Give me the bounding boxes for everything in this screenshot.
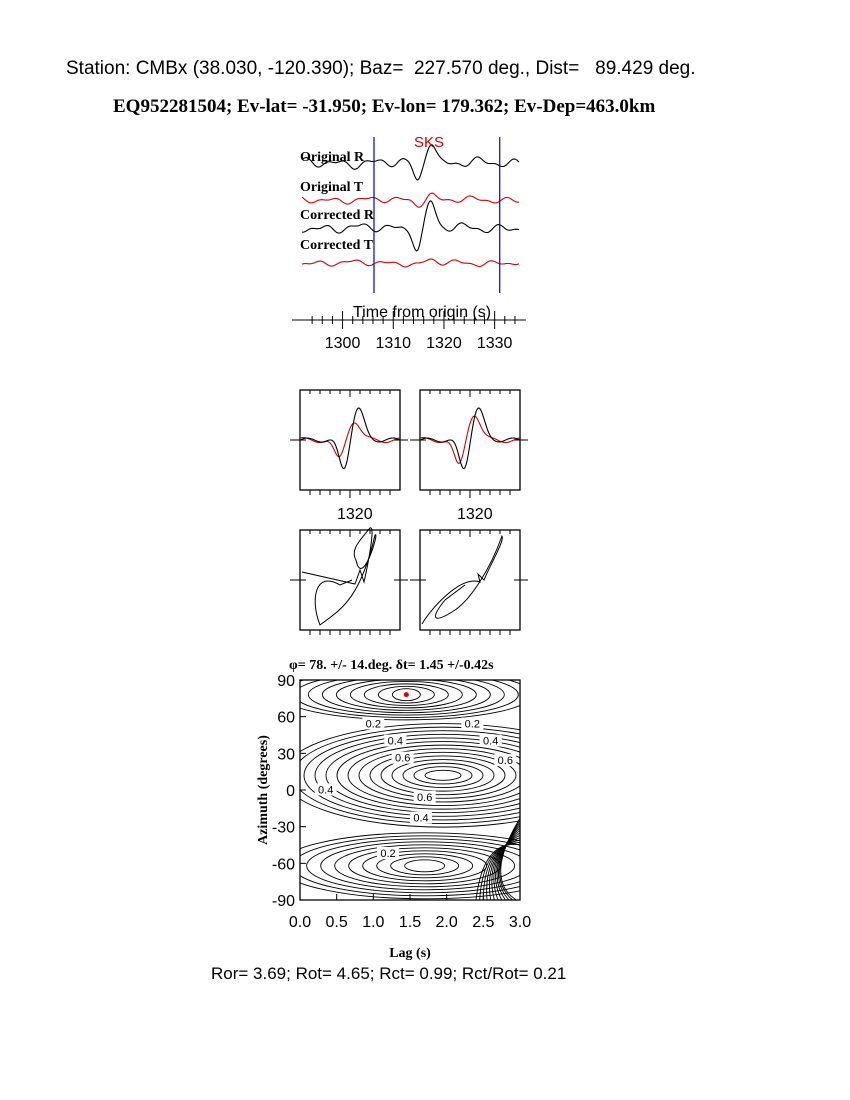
time-tick-label: 1310 — [375, 335, 412, 352]
trace-label-2: Original T — [300, 180, 364, 195]
best-fit-point — [404, 692, 409, 697]
window-radial-trace — [420, 408, 520, 469]
contour-middle — [414, 767, 472, 784]
time-tick-label: 1300 — [324, 335, 361, 352]
y-tick-label: 90 — [277, 673, 295, 690]
contour-lower — [307, 839, 543, 893]
time-axis-label: Time from origin (s) — [353, 304, 492, 321]
contour-label: 0.2 — [464, 718, 480, 731]
window-tick-label-right: 1320 — [457, 506, 493, 523]
time-tick-label: 1330 — [476, 335, 513, 352]
trace-label-4: Corrected T — [300, 238, 373, 253]
window-tick-label-left: 1320 — [337, 506, 373, 523]
y-tick-label: 0 — [286, 783, 295, 800]
particle-motion-before-box — [290, 528, 408, 635]
contour-label: 0.4 — [483, 735, 499, 748]
contour-middle — [425, 770, 461, 780]
y-axis-label: Azimuth (degrees) — [256, 735, 271, 845]
y-tick-label: -60 — [271, 856, 295, 874]
contour-label: 0.6 — [497, 755, 513, 768]
trace-labels — [300, 150, 375, 253]
contour-label: 0.6 — [417, 791, 433, 804]
trace-2 — [302, 193, 519, 207]
contour-middle — [293, 727, 545, 823]
trace-label-3: Corrected R — [300, 208, 374, 223]
contour-label: 0.4 — [413, 812, 429, 825]
x-tick-label: 0.5 — [325, 914, 348, 931]
splitting-stats-line: Ror= 3.69; Rot= 4.65; Rct= 0.99; Rct/Rot= 0.21 — [211, 964, 567, 983]
y-tick-label: -90 — [271, 893, 295, 910]
window-waveform-panels — [290, 385, 535, 635]
trace-4 — [302, 259, 519, 267]
window-radial-trace — [300, 408, 400, 469]
x-tick-label: 3.0 — [508, 914, 532, 931]
phase-label: SKS — [414, 134, 445, 151]
contour-label: 0.6 — [395, 752, 411, 765]
event-info-line: EQ952281504; Ev-lat= -31.950; Ev-lon= 179.362; Ev-Dep=463.0km — [113, 96, 656, 117]
contour-label: 0.4 — [387, 735, 403, 748]
particle-motion-after-path — [422, 536, 502, 624]
particle-motion-after-box — [410, 530, 528, 635]
contour-label: 0.4 — [318, 784, 334, 797]
contour-middle — [337, 742, 545, 810]
contour-label: 0.2 — [380, 848, 396, 860]
particle-motion-before-path — [302, 528, 376, 625]
contour-label: 0.2 — [365, 718, 381, 731]
box-frame — [300, 530, 400, 630]
y-tick-label: 60 — [277, 709, 295, 727]
trace-label-1: Original R — [300, 150, 365, 165]
contour-lower — [405, 860, 445, 872]
x-tick-label: 2.0 — [435, 914, 458, 931]
y-tick-label: -30 — [271, 819, 295, 837]
waveform-panel — [280, 125, 540, 360]
box-frame — [420, 530, 520, 630]
station-info-line: Station: CMBx (38.030, -120.390); Baz= 227.570 deg., Dist= 89.429 deg. — [66, 58, 696, 79]
uncorrected-window-box — [290, 390, 408, 498]
contour-middle — [315, 734, 545, 816]
x-tick-label: 0.0 — [288, 914, 312, 931]
time-tick-label: 1320 — [426, 335, 462, 352]
x-tick-label: 1.0 — [362, 914, 385, 931]
grid-title: φ= 78. +/- 14.deg. δt= 1.45 +/-0.42s — [289, 658, 494, 673]
x-axis-label: Lag (s) — [389, 946, 431, 961]
corrected-window-box — [410, 390, 528, 498]
x-tick-label: 1.5 — [398, 914, 422, 931]
y-tick-label: 30 — [277, 746, 295, 764]
energy-grid-panel — [245, 650, 545, 965]
x-tick-label: 2.5 — [472, 914, 495, 931]
contour-lower — [349, 848, 501, 884]
